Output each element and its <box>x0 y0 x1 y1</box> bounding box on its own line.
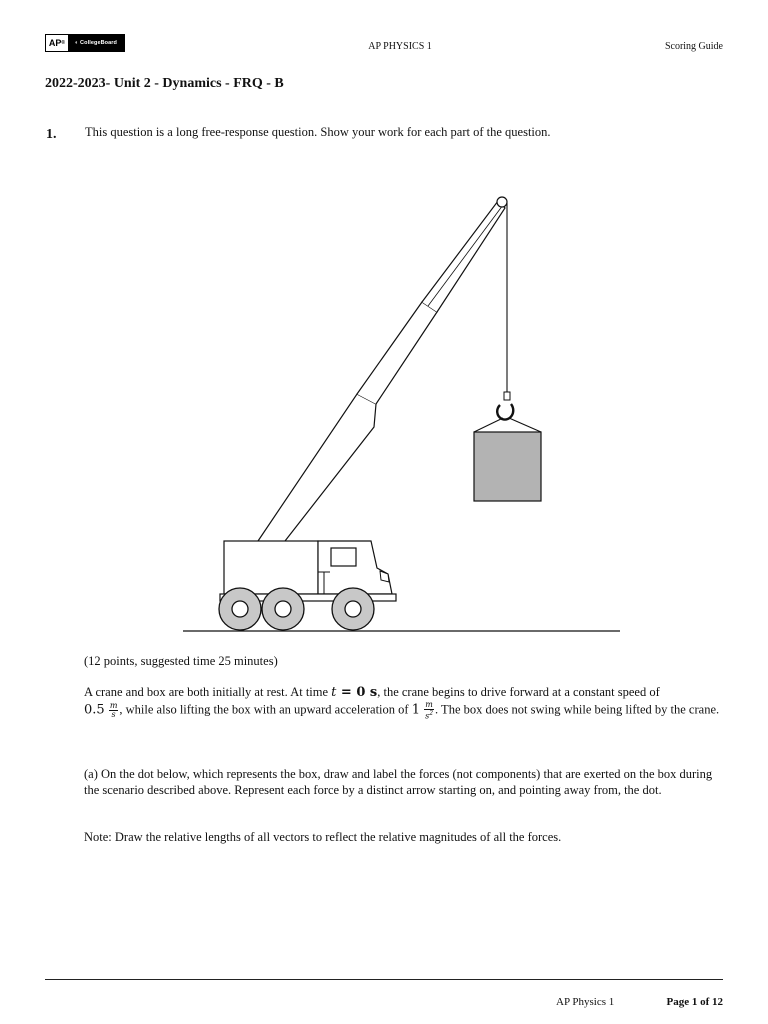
accel-unit-den <box>424 710 434 721</box>
question-intro: This question is a long free-response question. Show your work for each part of the question. <box>85 125 551 139</box>
accel-unit-exponent: 2 <box>429 710 434 717</box>
scenario-part-3: , while also lifting the box with an upward acceleration of <box>119 702 412 717</box>
vector-note: Note: Draw the relative lengths of all vectors to reflect the relative magnitudes of all the forces. <box>84 830 562 844</box>
collegeboard-logo: ◐ CollegeBoard <box>68 35 124 51</box>
crane-hook <box>497 392 513 420</box>
scenario-part-2: , the crane begins to drive forward at a constant speed of <box>377 685 660 699</box>
scenario-text <box>84 684 724 721</box>
crane-boom-lower <box>258 394 376 541</box>
crane-boom-middle <box>357 302 437 404</box>
header-course: AP PHYSICS 1 <box>368 41 432 52</box>
part-a-prompt: (a) On the dot below, which represents the box, draw and label the forces (not components) that are exerted on the box during the scenario described above. Represent each force by a distinct arrow starting on, and pointing away from, the dot. <box>84 767 713 797</box>
collegeboard-text: CollegeBoard <box>80 40 118 46</box>
header-scoring-guide: Scoring Guide <box>664 41 723 52</box>
speed-unit-num: m <box>109 701 118 711</box>
registered-icon: ® <box>61 40 66 46</box>
accel-unit-num: m <box>425 700 433 709</box>
time-variable: t <box>331 685 337 700</box>
time-value: = 0 s <box>336 685 378 700</box>
truck-body <box>224 541 318 594</box>
page-number: Page 1 of 12 <box>666 996 723 1008</box>
speed-unit <box>109 702 119 719</box>
crane-figure <box>160 185 640 645</box>
truck-wheel <box>262 588 304 630</box>
footer-course: AP Physics 1 <box>556 996 615 1008</box>
cab-window <box>331 548 356 566</box>
box <box>474 432 541 501</box>
truck-wheel <box>219 588 261 630</box>
crane-boom-upper <box>422 201 505 312</box>
accel-value: 1 <box>411 702 420 718</box>
speed-value: 0.5 <box>84 702 105 718</box>
crane-pulley <box>497 197 507 207</box>
ap-logo-text: AP <box>48 38 62 48</box>
speed-unit-den: s <box>111 710 116 720</box>
footer-divider <box>45 979 723 980</box>
truck-wheel <box>332 588 374 630</box>
scenario-part-1: A crane and box are both initially at rest. At time <box>84 685 332 699</box>
accel-unit-den-base: s <box>425 711 430 721</box>
accel-unit <box>424 701 434 721</box>
ap-logo-mark <box>46 35 68 51</box>
ap-logo <box>45 34 125 52</box>
points-note: (12 points, suggested time 25 minutes) <box>84 654 278 668</box>
page-title: 2022-2023- Unit 2 - Dynamics - FRQ - B <box>45 76 284 91</box>
cab-headlight <box>380 571 389 582</box>
scenario-part-4: . The box does not swing while being lifted by the crane. <box>435 702 720 717</box>
question-number: 1. <box>46 127 57 142</box>
time-expression <box>331 685 377 700</box>
